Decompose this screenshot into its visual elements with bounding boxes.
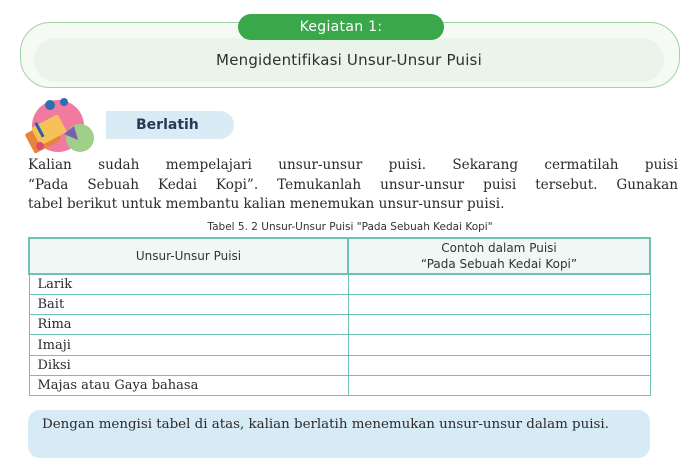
row-label: Rima <box>29 315 348 335</box>
section-label: Berlatih <box>106 111 234 139</box>
example-cell[interactable] <box>348 274 650 294</box>
example-cell[interactable] <box>348 375 650 395</box>
row-label: Bait <box>29 294 348 314</box>
row-label: Diksi <box>29 355 348 375</box>
instruction-paragraph <box>28 156 678 215</box>
activity-label: Kegiatan 1: <box>238 14 444 40</box>
example-cell[interactable] <box>348 315 650 335</box>
table-row <box>29 294 650 314</box>
header-elements: Unsur-Unsur Puisi <box>29 238 348 274</box>
summary-note: Dengan mengisi tabel di atas, kalian berlatih menemukan unsur-unsur dalam puisi. <box>28 410 650 458</box>
table-row <box>29 335 650 355</box>
example-cell[interactable] <box>348 355 650 375</box>
table-row <box>29 315 650 335</box>
books-illustration-icon <box>20 96 106 156</box>
example-cell[interactable] <box>348 294 650 314</box>
table-caption: Tabel 5. 2 Unsur-Unsur Puisi "Pada Sebuah Kedai Kopi" <box>207 221 493 233</box>
activity-title: Mengidentifikasi Unsur-Unsur Puisi <box>34 38 664 82</box>
table-row <box>29 375 650 395</box>
row-label: Larik <box>29 274 348 294</box>
example-cell[interactable] <box>348 335 650 355</box>
table-header-row <box>29 238 650 274</box>
table-row <box>29 274 650 294</box>
row-label: Imaji <box>29 335 348 355</box>
paragraph-line: Kalian sudah mempelajari unsur-unsur puisi. Sekarang cermatilah puisi <box>28 157 678 173</box>
table-row <box>29 355 650 375</box>
paragraph-line: tabel berikut untuk membantu kalian menemukan unsur-unsur puisi. <box>28 196 505 212</box>
row-label: Majas atau Gaya bahasa <box>29 375 348 395</box>
elements-table <box>28 237 651 396</box>
paragraph-line: “Pada Sebuah Kedai Kopi”. Temukanlah unsur-unsur puisi tersebut. Gunakan <box>28 176 678 193</box>
header-examples: Contoh dalam Puisi “Pada Sebuah Kedai Kopi” <box>348 238 650 274</box>
